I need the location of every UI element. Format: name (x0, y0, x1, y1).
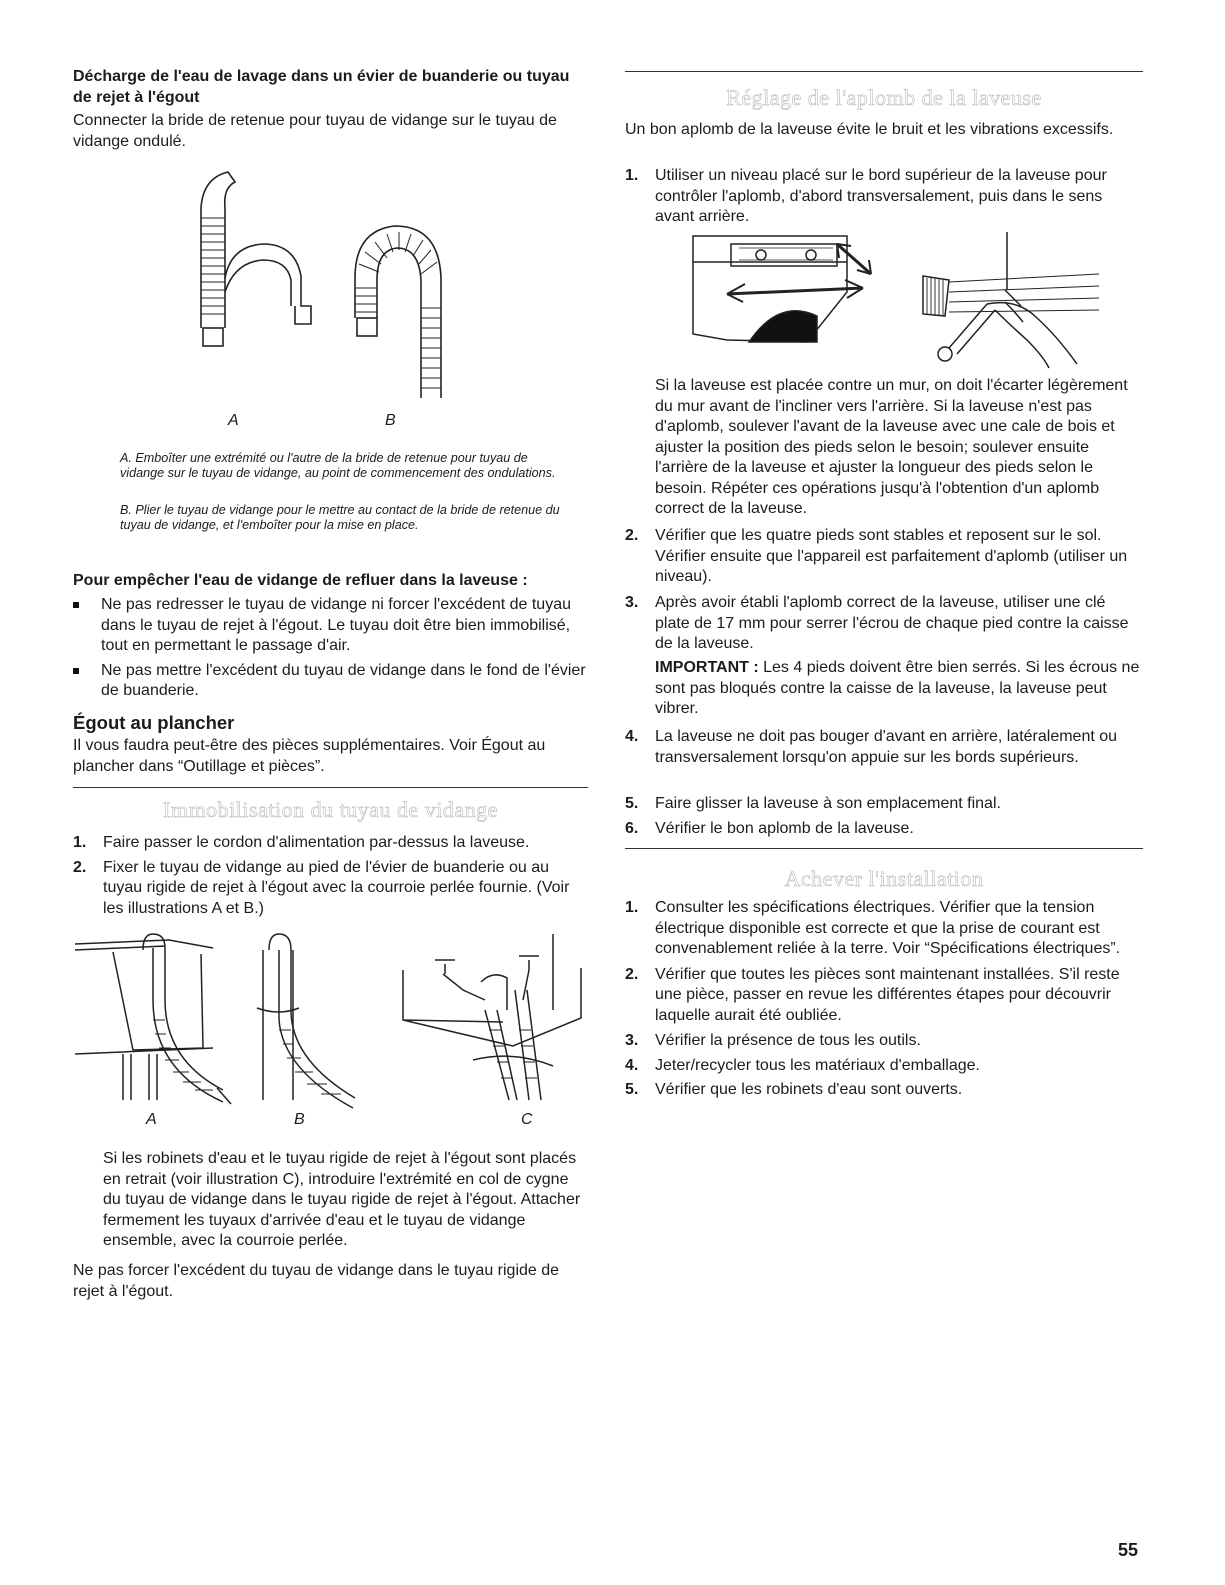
para-floor-drain: Il vous faudra peut-être des pièces supplémentaires. Voir Égout au plancher dans “Outillage et pièces”. (73, 737, 546, 775)
fig2-label-a: A (146, 1111, 157, 1128)
section-title-leveling: Réglage de l'aplomb de la laveuse (726, 85, 1042, 110)
fig2-label-b: B (294, 1111, 305, 1128)
leveling-step-2: 2. Vérifier que les quatre pieds sont stables et reposent sur le sol. Vérifier ensuite que l'appareil est parfaitement d'aplomb (utiliser un niveau). (625, 527, 1128, 585)
complete-install-steps (625, 898, 1143, 1101)
section-divider (625, 71, 1143, 72)
heading-prevent-backflow: Pour empêcher l'eau de vidange de refluer dans la laveuse : (73, 572, 528, 589)
para-recessed-standpipe: Si les robinets d'eau et le tuyau rigide de rejet à l'égout sont placés en retrait (voir illustration C), introduire l'extrémité en col de cygne du tuyau de vidange dans le tuyau rigide de rejet à l'égout. Attacher fermement les tuyaux d'arrivée d'eau et le tuyau de vidange ensemble, avec la courroie perlée. (103, 1150, 581, 1249)
para-connect-clamp: Connecter la bride de retenue pour tuyau de vidange sur le tuyau de vidange ondulé. (73, 112, 557, 150)
leveling-step-3: 3. Après avoir établi l'aplomb correct de la laveuse, utiliser une clé plate de 17 mm pour serrer l'écrou de chaque pied contre la caisse de la laveuse. (625, 594, 1129, 652)
important-label: IMPORTANT : (655, 659, 759, 676)
fig1-label-b: B (385, 412, 396, 429)
bullet-icon (73, 602, 79, 608)
fig1-caption-a: A. Emboîter une extrémité ou l'autre de la bride de retenue pour tuyau de vidange sur le tuyau de vidange, au point de commencement des ondulations. (120, 451, 556, 480)
hose-clamp-illustration (183, 168, 483, 408)
leveling-illustration (687, 232, 1137, 372)
heading-floor-drain: Égout au plancher (73, 712, 235, 733)
fig1-label-a: A (228, 412, 239, 429)
list-item: 4. Jeter/recycler tous les matériaux d'emballage. (625, 1056, 980, 1074)
list-item: 1. Consulter les spécifications électriques. Vérifier que la tension électrique disponible est correcte et que la prise de courant est convenablement reliée à la terre. Voir “Spécifications électriques”. (625, 899, 1121, 957)
fig1-caption-b: B. Plier le tuyau de vidange pour le mettre au contact de la bride de retenue du tuyau de vidange, et l'emboîter pour la mise en place. (120, 503, 560, 532)
list-item: 3. Vérifier la présence de tous les outils. (625, 1032, 921, 1049)
list-item: 1. Faire passer le cordon d'alimentation par-dessus la laveuse. (73, 834, 530, 851)
list-item: 5. Vérifier que les robinets d'eau sont ouverts. (625, 1081, 963, 1098)
leveling-step-5: 5. Faire glisser la laveuse à son emplacement final. (625, 795, 1001, 812)
backflow-bullet-list (73, 595, 588, 702)
important-note: IMPORTANT : Les 4 pieds doivent être bien serrés. Si les écrous ne sont pas bloqués contre la caisse de la laveuse, la laveuse peut vibrer. (655, 659, 1140, 717)
section-divider (73, 787, 588, 788)
page-number: 55 (1118, 1540, 1139, 1560)
section-divider (625, 848, 1143, 849)
secure-hose-steps (73, 833, 588, 919)
leveling-step-6: 6. Vérifier le bon aplomb de la laveuse. (625, 820, 914, 837)
para-leveling-detail: Si la laveuse est placée contre un mur, on doit l'écarter légèrement du mur avant de l'incliner vers l'arrière. Si la laveuse n'est pas d'aplomb, soulever l'avant de la laveuse avec une cale de bois et ajuster la position des pieds selon le besoin; soulever ensuite l'arrière de la laveuse et ajuster la longueur des pieds selon le besoin. Répéter ces opérations jusqu'à l'obtention d'un aplomb correct de la laveuse. (655, 377, 1128, 517)
para-do-not-force: Ne pas forcer l'excédent du tuyau de vidange dans le tuyau rigide de rejet à l'égout. (73, 1262, 560, 1300)
section-title-complete-install: Achever l'installation (784, 866, 984, 891)
bullet-icon (73, 668, 79, 674)
leveling-step-1: 1. Utiliser un niveau placé sur le bord supérieur de la laveuse pour contrôler l'aplomb, d'abord transversalement, puis dans le sens avant arrière. (625, 167, 1107, 225)
para-leveling-intro: Un bon aplomb de la laveuse évite le bruit et les vibrations excessifs. (625, 121, 1114, 138)
leveling-step-4: 4. La laveuse ne doit pas bouger d'avant en arrière, latéralement ou transversalement lorsqu'on appuie sur les bords supérieurs. (625, 728, 1118, 766)
fig2-label-c: C (521, 1111, 533, 1128)
list-item: 2. Fixer le tuyau de vidange au pied de l'évier de buanderie ou au tuyau rigide de rejet à l'égout avec la courroie perlée fournie. (Voir les illustrations A et B.) (73, 858, 570, 917)
heading-drain-sink: Décharge de l'eau de lavage dans un évier de buanderie ou tuyau de rejet à l'égout (73, 68, 570, 106)
section-title-secure-hose: Immobilisation du tuyau de vidange (163, 797, 498, 822)
list-item: Ne pas redresser le tuyau de vidange ni forcer l'excédent de tuyau dans le tuyau de rejet à l'égout. Le tuyau doit être bien immobilisé, tout en permettant le passage d'air. (73, 595, 588, 657)
list-item: Ne pas mettre l'excédent du tuyau de vidange dans le fond de l'évier de buanderie. (73, 661, 588, 702)
list-item: 2. Vérifier que toutes les pièces sont maintenant installées. S'il reste une pièce, passer en revue les différentes étapes pour découvrir laquelle aurait été oubliée. (625, 965, 1120, 1024)
hose-securing-illustration (73, 930, 588, 1110)
